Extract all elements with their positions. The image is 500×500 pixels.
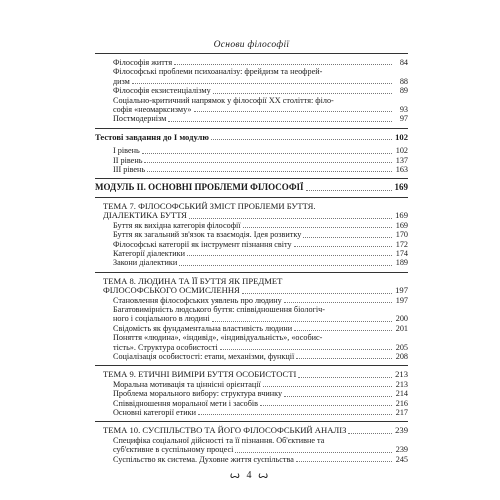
toc-page-number: 213 xyxy=(395,379,408,389)
toc-entry-title: Багатовимірність людського буття: співвідношення біологіч- xyxy=(113,304,326,314)
toc-entry-title-cont: тість». Структура особистості xyxy=(113,342,218,352)
toc-entry xyxy=(95,324,408,333)
toc-entry-title: Проблема морального вибору: структура вчинку xyxy=(113,389,283,399)
toc-entry-title: Буття як загальний зв'язок та взаємодія. Ідея розвитку xyxy=(113,230,302,240)
toc-entry xyxy=(95,296,408,305)
toc-page-number: 84 xyxy=(399,58,408,67)
toc-theme-10 xyxy=(95,426,408,435)
toc-page-number: 245 xyxy=(395,454,408,464)
toc-entry-title-cont: суб'єктивне в суспільному процесі xyxy=(113,445,234,455)
toc-entry-title: Соціально-критичний напрямок у філософії XX століття: філо- xyxy=(113,95,334,105)
toc-entry-title: Філософія життя xyxy=(113,58,173,67)
toc-page-number: 170 xyxy=(395,230,408,240)
toc-page-number: 88 xyxy=(399,76,408,86)
toc-entry-title: Свідомість як фундаментальна властивість людини xyxy=(113,323,293,333)
toc-entry-title: Філософські проблеми психоаналізу: фрейдизм та неофрей- xyxy=(113,67,323,77)
toc-module-title: МОДУЛЬ ІІ. ОСНОВНІ ПРОБЛЕМИ ФІЛОСОФІЇ xyxy=(95,182,304,193)
toc-page-number: 239 xyxy=(395,425,408,436)
toc-entry-title: ІІ рівень xyxy=(113,155,143,165)
toc-entry xyxy=(95,96,408,115)
toc-entry-title: Філософія екзистенціалізму xyxy=(113,86,211,96)
toc-theme-title-cont: ФІЛОСОФСЬКОГО ОСМИСЛЕННЯ xyxy=(103,285,240,296)
toc-entry xyxy=(95,86,408,95)
toc-entry xyxy=(95,258,408,267)
toc-entry-title: Поняття «людина», «індивід», «індивідуальність», «особис- xyxy=(113,333,323,343)
toc-entry-title: Моральна мотивація та ціннісні орієнтації xyxy=(113,379,261,389)
toc-page-number: 169 xyxy=(395,210,408,221)
toc-entry xyxy=(95,389,408,398)
toc-entry-title: Закони діалектики xyxy=(113,258,178,268)
toc-theme-title: ТЕМА 9. ЕТИЧНІ ВИМІРИ БУТТЯ ОСОБИСТОСТІ xyxy=(103,369,297,380)
page-number-folio: ꙍ 4 ꙍ xyxy=(229,470,271,481)
toc-theme-title: ТЕМА 10. СУСПІЛЬСТВО ТА ЙОГО ФІЛОСОФСЬКИЙ АНАЛІЗ xyxy=(103,425,347,436)
toc-entry xyxy=(95,455,408,464)
toc-theme-title: ТЕМА 8. ЛЮДИНА ТА ЇЇ БУТТЯ ЯК ПРЕДМЕТ xyxy=(103,275,283,286)
table-of-contents xyxy=(95,58,408,464)
toc-entry-title-cont: дизм xyxy=(113,76,130,86)
toc-page-number: 172 xyxy=(395,239,408,249)
toc-section-tests xyxy=(95,133,408,142)
toc-page-number: 214 xyxy=(395,389,408,399)
toc-page-number: 93 xyxy=(399,105,408,115)
toc-page-number: 217 xyxy=(395,408,408,417)
running-head: Основи філософії xyxy=(95,40,408,54)
toc-page-number: 102 xyxy=(395,131,408,142)
toc-section-title: Тестові завдання до І модулю xyxy=(95,131,209,142)
toc-page-number: 97 xyxy=(399,114,408,124)
toc-entry-title: Основні категорії етики xyxy=(113,408,196,417)
toc-module-heading xyxy=(95,183,408,192)
toc-entry xyxy=(95,399,408,408)
toc-page-number: 174 xyxy=(395,248,408,258)
toc-entry-title: Становлення філософських уявлень про людину xyxy=(113,295,282,305)
toc-page-number: 102 xyxy=(395,146,408,156)
toc-page-number: 163 xyxy=(395,165,408,175)
toc-page-number: 137 xyxy=(395,155,408,165)
toc-page-number: 197 xyxy=(395,285,408,296)
toc-entry-title: Буття як вихідна категорія філософії xyxy=(113,220,241,230)
toc-entry xyxy=(95,221,408,230)
toc-entry xyxy=(95,333,408,352)
toc-entry-title: Соціалізація особистості: етапи, механізми, функції xyxy=(113,351,295,361)
toc-page-number: 169 xyxy=(395,220,408,230)
toc-entry xyxy=(95,408,408,417)
toc-theme-8 xyxy=(95,277,408,296)
toc-entry xyxy=(95,156,408,165)
toc-page-number: 205 xyxy=(395,342,408,352)
toc-page-number: 239 xyxy=(395,445,408,455)
toc-entry xyxy=(95,146,408,155)
toc-entry-title: Співвідношення моральної мети і засобів xyxy=(113,398,259,408)
toc-entry xyxy=(95,249,408,258)
toc-entry xyxy=(95,230,408,239)
toc-entry-title: Категорії діалектики xyxy=(113,248,185,258)
toc-page-number: 201 xyxy=(395,323,408,333)
toc-entry xyxy=(95,305,408,324)
toc-page-number: 189 xyxy=(395,258,408,268)
toc-entry xyxy=(95,114,408,123)
toc-entry-title: Постмодернізм xyxy=(113,114,167,124)
toc-entry-title: Суспільство як система. Духовне життя суспільства xyxy=(113,454,294,464)
toc-page-number: 200 xyxy=(395,314,408,324)
toc-entry-title: Специфіка соціальної дійсності та її пізнання. Об'єктивне та xyxy=(113,435,325,445)
toc-page-number: 89 xyxy=(399,86,408,96)
toc-theme-7 xyxy=(95,202,408,221)
toc-entry-title-cont: софія «неомарксизму» xyxy=(113,105,192,115)
toc-entry xyxy=(95,380,408,389)
toc-entry-title: ІІІ рівень xyxy=(113,165,146,175)
toc-entry-title: І рівень xyxy=(113,146,140,156)
toc-page-number: 169 xyxy=(394,182,408,193)
toc-entry xyxy=(95,67,408,86)
toc-entry xyxy=(95,352,408,361)
toc-page-number: 197 xyxy=(395,295,408,305)
toc-entry xyxy=(95,58,408,67)
toc-entry xyxy=(95,165,408,174)
toc-page-number: 213 xyxy=(395,369,408,380)
toc-theme-title-cont: ДІАЛЕКТИКА БУТТЯ xyxy=(103,210,187,221)
toc-entry-title: Філософські категорії як інструмент пізнання світу xyxy=(113,239,292,249)
toc-theme-9 xyxy=(95,370,408,379)
toc-page-number: 216 xyxy=(395,398,408,408)
toc-theme-title: ТЕМА 7. ФІЛОСОФСЬКИЙ ЗМІСТ ПРОБЛЕМИ БУТТЯ. xyxy=(103,200,316,211)
toc-entry xyxy=(95,240,408,249)
toc-entry xyxy=(95,436,408,455)
toc-entry-title-cont: ного і соціального в людині xyxy=(113,314,210,324)
toc-page-number: 208 xyxy=(395,351,408,361)
